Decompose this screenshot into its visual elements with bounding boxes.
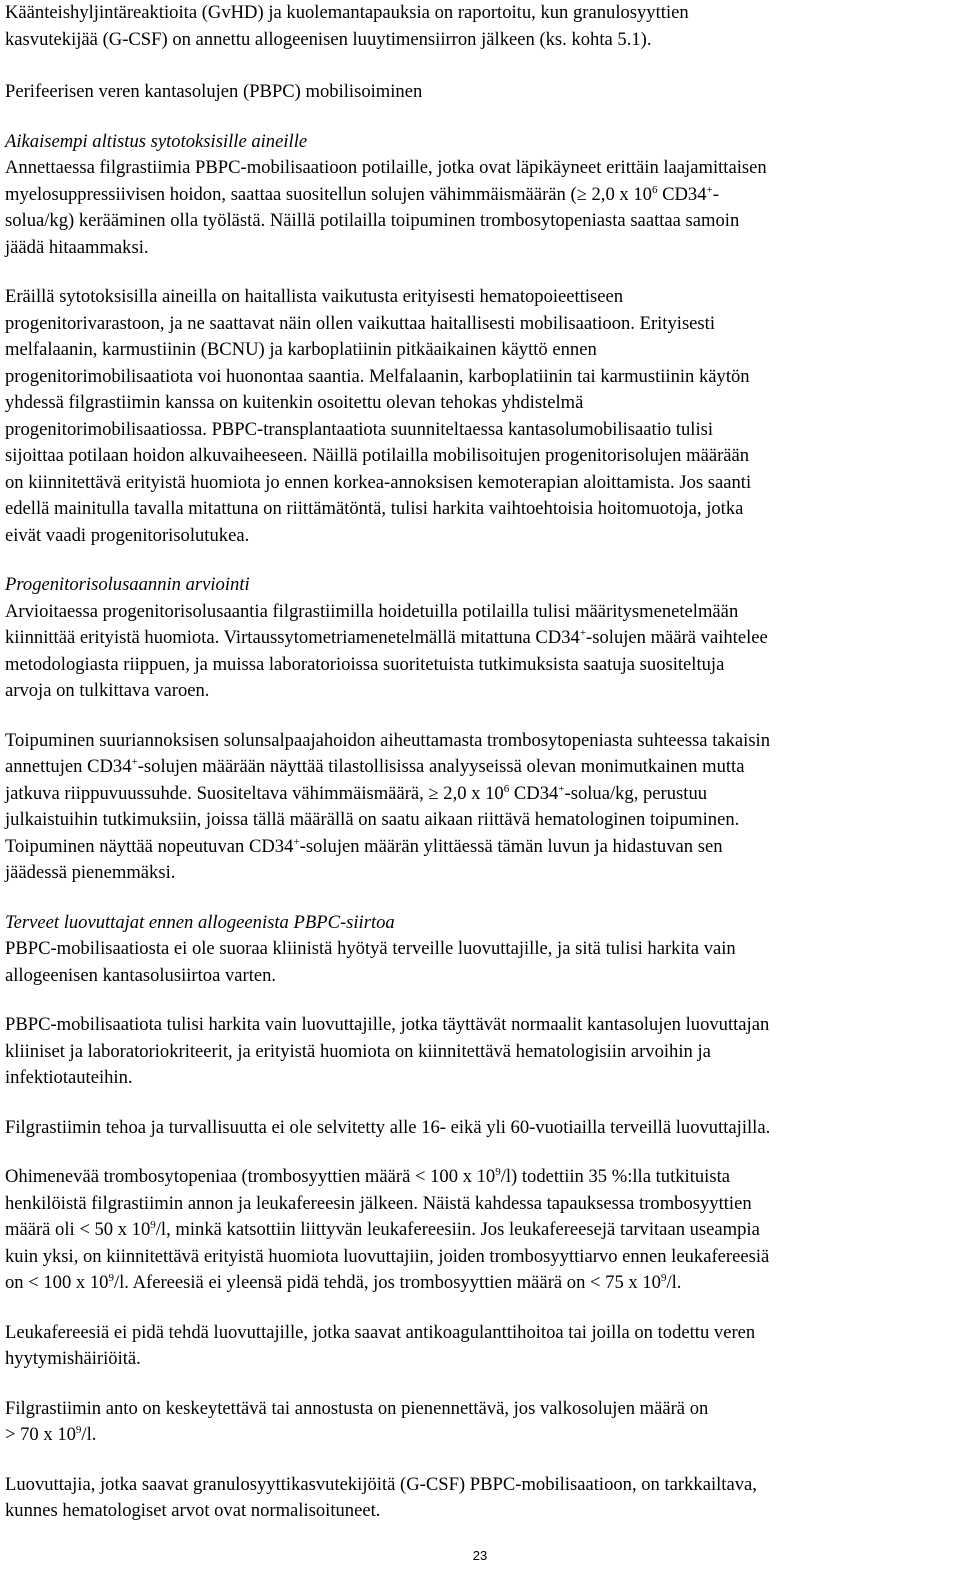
- paragraph-donors-3: Filgrastiimin tehoa ja turvallisuutta ei ole selvitetty alle 16- eikä yli 60-vuotiailla terveillä luovuttajilla.: [5, 1116, 771, 1138]
- superscript: +: [293, 835, 300, 848]
- subheading-yield-assessment: Progenitorisolusaannin arviointi: [5, 574, 250, 595]
- spacer: [5, 261, 957, 284]
- text-run: CD34: [509, 782, 559, 804]
- paragraph-prior-exposure-2: Eräillä sytotoksisilla aineilla on haitallista vaikutusta erityisesti hematopoieettiseen progenitorivarastoon, ja ne saattavat näin ollen vaikuttaa haitallisesti mobilisaatioon. Erityisesti melfalaanin, karmustiinin (BCNU) ja karboplatiinin pitkäaikainen käyttö ennen progenitorimobilisaatiota voi huonontaa saantia. Melfalaanin, karboplatiinin tai karmustiinin käytön yhdessä filgrastiimin kanssa on kuitenkin osoitettu olevan tehokas yhdistelmä progenitorimobilisaatiossa. PBPC-transplantaatiota suunniteltaessa kantasolumobilisaatio tulisi sijoittaa potilaan hoidon alkuvaiheeseen. Näillä potilailla mobilisoitujen progenitorisolujen määrään on kiinnitettävä erityistä huomiota jo ennen korkea-annoksisen kemoterapian aloittamista. Jos saanti edellä mainitulla tavalla mitattuna on riittämätöntä, tulisi harkita vaihtoehtoisia hoitomuotoja, jotka eivät vaadi progenitorisolutukea.: [5, 286, 752, 546]
- text-run: /l.: [666, 1272, 682, 1293]
- page-number: 23: [472, 1548, 488, 1563]
- paragraph-donors-2: PBPC-mobilisaatiota tulisi harkita vain luovuttajille, jotka täyttävät normaalit kantasolujen luovuttajan kliiniset ja laboratoriokriteerit, ja erityistä huomiota on kiinnitettävä hematologisiin arvoihin ja infektiotauteihin.: [5, 1014, 770, 1088]
- text-run: /l. Afereesiä ei yleensä pidä tehdä, jos trombosyyttien määrä on < 75 x 10: [113, 1272, 661, 1293]
- spacer: [5, 549, 957, 572]
- paragraph-donors-5: Leukafereesiä ei pidä tehdä luovuttajille, jotka saavat antikoagulanttihoitoa tai joilla on todettu veren hyytymishäiriöitä.: [5, 1321, 756, 1369]
- superscript: +: [706, 183, 713, 196]
- spacer: [5, 705, 957, 728]
- text-run: -solujen määrä vaihtelee metodologiasta riippuen, ja muissa laboratorioissa suoritetuista tutkimuksista saatuja suositeltuja arvoja on tulkittava varoen.: [5, 627, 768, 701]
- spacer: [5, 106, 957, 129]
- paragraph-prior-exposure-1: [5, 155, 957, 261]
- paragraph-donors-1: PBPC-mobilisaatiosta ei ole suoraa kliinistä hyötyä terveille luovuttajille, ja sitä tulisi harkita vain allogeenisen kantasolusiirtoa varten.: [5, 938, 736, 986]
- section-title: Perifeerisen veren kantasolujen (PBPC) mobilisoiminen: [5, 81, 423, 102]
- subheading-prior-exposure: Aikaisempi altistus sytotoksisille aineille: [5, 130, 308, 152]
- text-run: Toipuminen suuriannoksisen solunsalpaajahoidon aiheuttamasta trombosytopeniasta suhteessa takaisin annettujen CD34: [5, 729, 771, 777]
- intro-paragraph: [5, 0, 957, 53]
- text-run: Filgrastiimin anto on keskeytettävä tai annostusta on pienennettävä, jos valkosolujen määrä on > 70 x 10: [5, 1397, 709, 1445]
- superscript: 9: [495, 1166, 501, 1178]
- spacer: [5, 1297, 957, 1320]
- spacer: [5, 53, 957, 79]
- text-run: /l.: [81, 1424, 97, 1445]
- paragraph-yield-2: [5, 728, 957, 887]
- paragraph-donors-7: Luovuttajia, jotka saavat granulosyyttikasvutekijöitä (G-CSF) PBPC-mobilisaatioon, on tarkkailtava, kunnes hematologiset arvot ovat normalisoituneet.: [5, 1473, 757, 1521]
- superscript: 9: [660, 1272, 667, 1284]
- superscript: +: [579, 627, 587, 639]
- text-run: -solua/kg, perustuu julkaistuihin tutkimuksiin, joissa tällä määrällä on saatu aikaan riittävä hematologinen toipuminen. Toipuminen näyttää nopeutuvan CD34: [5, 782, 740, 857]
- text-run: - solua/kg) kerääminen olla työlästä. Näillä potilailla toipuminen trombosytopeniasta saattaa samoin jäädä hitaammaksi.: [5, 183, 740, 258]
- text-run: -solujen määrän ylittäessä tämän luvun ja hidastuvan sen jäädessä pienemmäksi.: [5, 835, 723, 883]
- subheading-healthy-donors: Terveet luovuttajat ennen allogeenista PBPC-siirtoa: [5, 911, 395, 933]
- text-run: Annettaessa filgrastiimia PBPC-mobilisaatioon potilaille, jotka ovat läpikäyneet erittäin laajamittaisen myelosuppressiivisen hoidon, saattaa suositellun solujen vähimmäismäärän (≥ 2,0 x 10: [5, 157, 767, 205]
- superscript: +: [558, 782, 565, 795]
- paragraph-yield-1: [5, 599, 957, 705]
- text-run: Arvioitaessa progenitorisolusaantia filgrastiimilla hoidetuilla potilailla tulisi määritysmenetelmään kiinnittää erityistä huomiota. Virtaussytometriamenetelmällä mitattuna CD34: [5, 600, 739, 648]
- text-run: Ohimenevää trombosytopeniaa (trombosyyttien määrä < 100 x 10: [5, 1166, 496, 1187]
- superscript: 9: [108, 1272, 114, 1284]
- spacer: [5, 1092, 957, 1115]
- text-run: -solujen määrään näyttää tilastollisissa analyyseissä olevan monimutkainen mutta jatkuva riippuvuussuhde. Suositeltava vähimmäismäärä, ≥ 2,0 x 10: [5, 756, 745, 804]
- spacer: [5, 1373, 957, 1396]
- spacer: [5, 887, 957, 910]
- paragraph-donors-6: [5, 1396, 957, 1449]
- intro-line-1: Käänteishyljintäreaktioita (GvHD) ja kuolemantapauksia on raportoitu, kun granulosyyttien: [5, 2, 689, 23]
- superscript: +: [131, 756, 138, 768]
- superscript: 6: [651, 183, 658, 196]
- spacer: [5, 989, 957, 1012]
- superscript: 6: [503, 782, 510, 795]
- paragraph-donors-4: [5, 1164, 957, 1297]
- superscript: 9: [150, 1219, 156, 1231]
- spacer: [5, 1141, 957, 1164]
- intro-line-2: kasvutekijää (G-CSF) on annettu allogeenisen luuytimensiirron jälkeen (ks. kohta 5.1).: [5, 28, 652, 50]
- spacer: [5, 1449, 957, 1472]
- superscript: 9: [75, 1424, 82, 1436]
- document-page: [5, 0, 957, 1525]
- text-run: /l) todettiin 35 %:lla tutkituista henkilöistä filgrastiimin annon ja leukafereesin jälkeen. Näistä kahdessa tapauksessa trombosyyttien määrä oli < 50 x 10: [5, 1166, 752, 1240]
- text-run: /l, minkä katsottiin liittyvän leukafereesiin. Jos leukafereesejä tarvitaan useampia kuin yksi, on kiinnitettävä erityistä huomiota luovuttajiin, joiden trombosyyttiarvo ennen leukafereesiä on < 100 x 10: [5, 1219, 770, 1293]
- text-run: CD34: [657, 183, 707, 205]
